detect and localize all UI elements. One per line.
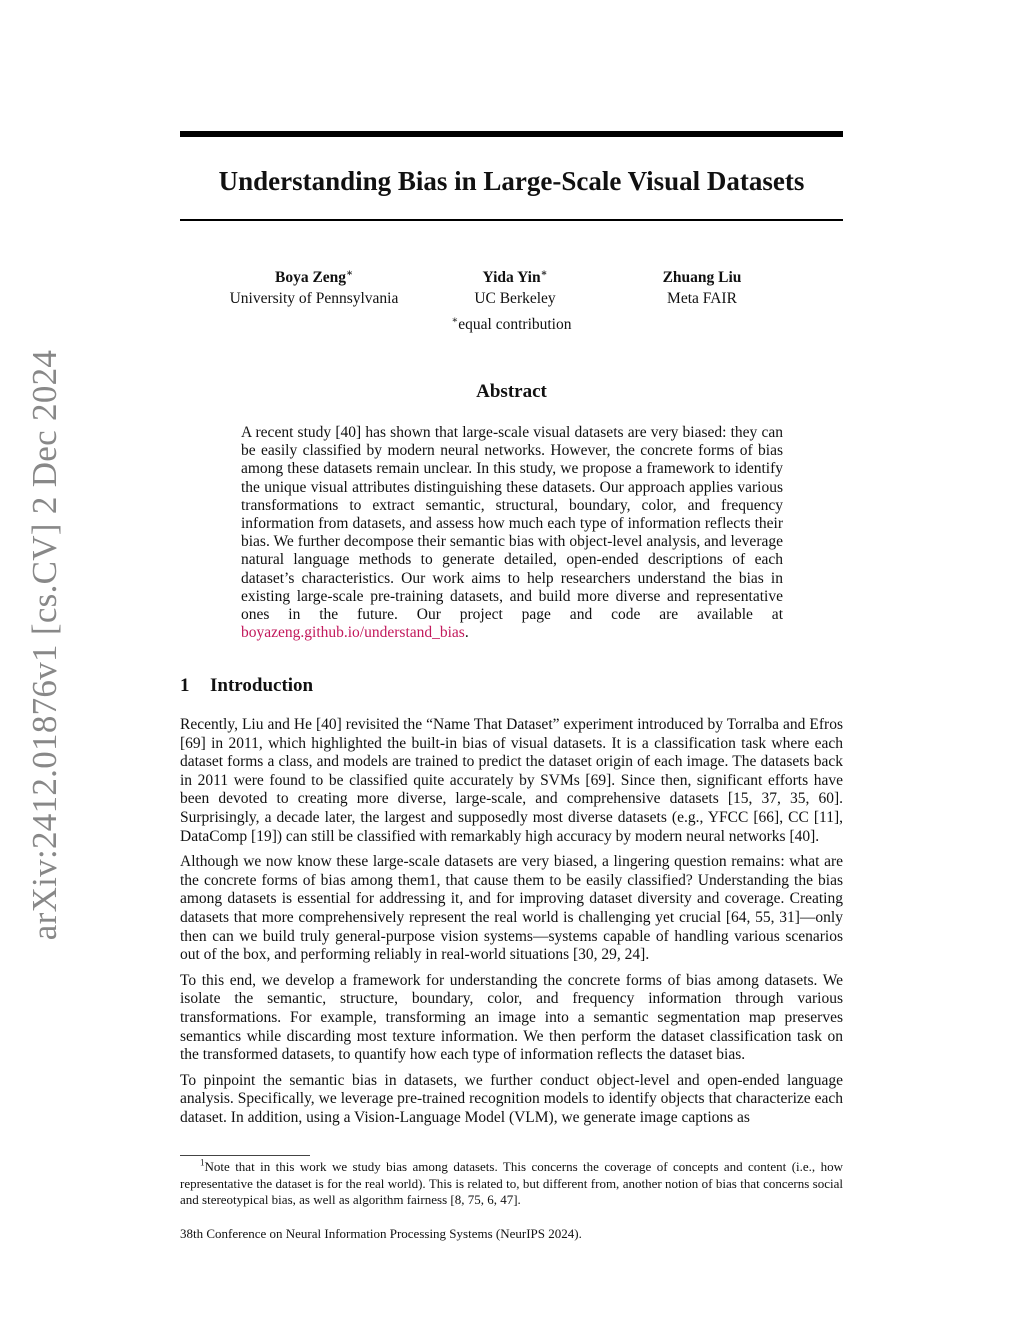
author-name: Boya Zeng∗ — [275, 267, 353, 286]
author-name: Yida Yin∗ — [482, 267, 548, 286]
author-affiliation: University of Pennsylvania — [229, 290, 399, 307]
title-rule-top — [180, 131, 843, 137]
title-rule-bottom — [180, 219, 843, 221]
section-body — [180, 716, 843, 1134]
project-url-link[interactable]: boyazeng.github.io/understand_bias — [241, 624, 465, 642]
abstract-heading: Abstract — [476, 381, 547, 402]
abstract-text: A recent study [40] has shown that large-scale visual datasets are very biased: they can be easily classified by modern neural networks. However, the concrete forms of bias among these datasets remain unclear. In this study, we propose a framework to identify the unique visual attributes distinguishing these datasets. Our approach applies various transformations to extract semantic, structural, boundary, color, and frequency information from datasets, and assess how much each type of information reflects their bias. We further decompose their semantic bias with object-level analysis, and leverage natural language methods to generate detailed, open-ended descriptions of each dataset’s characteristics. Our work aims to help researchers understand the bias in existing large-scale pre-training datasets, and build more diverse and representative ones in the future. Our project page and code are available at boyazeng.github.io/understand_bias. — [241, 424, 783, 642]
section-heading: 1 Introduction — [180, 675, 314, 696]
footnote: $^1$Note that in this work we study bias among datasets. This concerns the coverage of concepts and content (i.e., how representative the dataset is for the real world). This is related to, but different from, another notion of bias that concerns social and stereotypical bias, as well as algorithm fairness [8, 75, 6, 47]. — [180, 1157, 843, 1207]
paragraph: To pinpoint the semantic bias in datasets, we further conduct object-level and open-ended language analysis. Specifically, we leverage pre-trained recognition models to identify objects that characterize each dataset. In addition, using a Vision-Language Model (VLM), we generate image captions as — [180, 1071, 843, 1126]
author-block — [587, 267, 817, 309]
paragraph: To this end, we develop a framework for understanding the concrete forms of bias among datasets. We isolate the semantic, structure, boundary, color, and frequency information through various transformations. For example, transforming an image into a semantic segmentation map preserves semantics while discarding most texture information. We then perform the dataset classification task on the transformed datasets, to quantify how each type of information reflects the dataset bias. — [180, 971, 843, 1064]
arxiv-identifier: arXiv:2412.01876v1 [cs.CV] 2 Dec 2024 — [25, 349, 64, 941]
equal-contribution-note: ∗equal contribution — [451, 314, 572, 333]
paper-title: Understanding Bias in Large-Scale Visual Datasets — [218, 166, 805, 196]
author-name: Zhuang Liu — [662, 269, 742, 286]
author-affiliation: Meta FAIR — [667, 290, 737, 307]
paragraph: Although we now know these large-scale datasets are very biased, a lingering question remains: what are the concrete forms of bias among them1, that cause them to be easily classified? Understanding the bias among datasets is essential for addressing it, and for improving dataset diversity and coverage. Creating datasets that more comprehensively represent the real world is challenging yet crucial [64, 55, 31]—only then can we build truly general-purpose vision systems—systems capable of handling various scenarios out of the box, and performing reliably in real-world situations [30, 29, 24]. — [180, 853, 843, 964]
author-block — [199, 267, 429, 309]
paragraph: Recently, Liu and He [40] revisited the “Name That Dataset” experiment introduced by Torralba and Efros [69] in 2011, which highlighted the built-in bias of visual datasets. It is a classification task where each dataset forms a class, and models are trained to predict the dataset origin of each image. The datasets back in 2011 were found to be classified quite accurately by SVMs [69]. Since then, significant efforts have been devoted to creating more diverse, large-scale, and comprehensive datasets [15, 37, 35, 60]. Surprisingly, a decade later, the largest and supposedly most diverse datasets (e.g., YFCC [66], CC [11], DataComp [19]) can still be classified with remarkably high accuracy by modern neural networks [40]. — [180, 716, 843, 845]
footnote-rule — [180, 1155, 310, 1156]
venue-note: 38th Conference on Neural Information Processing Systems (NeurIPS 2024). — [180, 1226, 582, 1241]
author-affiliation: UC Berkeley — [474, 290, 556, 307]
